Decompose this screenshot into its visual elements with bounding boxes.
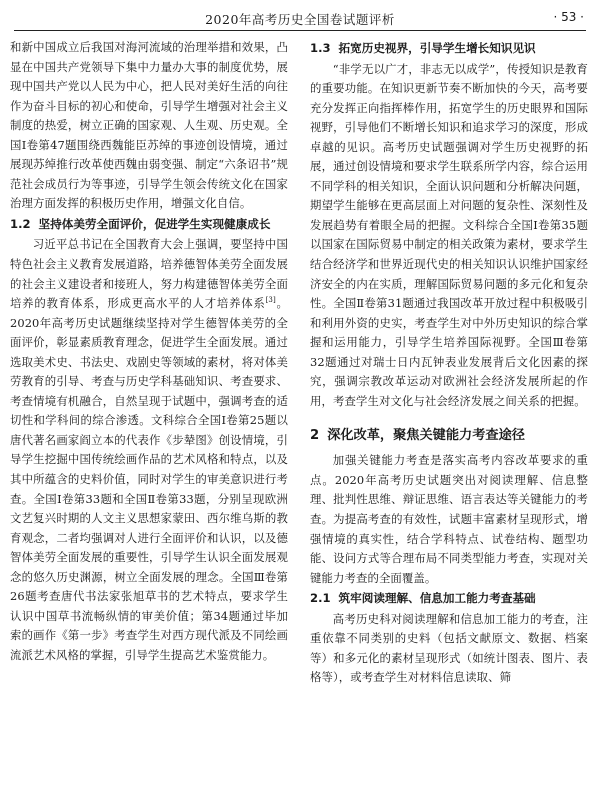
section-number: 1.2 <box>10 216 31 231</box>
page-header <box>14 8 586 31</box>
left-column <box>10 38 288 665</box>
section-title: 筑牢阅读理解、信息加工能力考查基础 <box>338 591 536 606</box>
paragraph-body: 高考历史科对阅读理解和信息加工能力的考查，注重依靠不同类别的史料（包括文献原文、数据、档案等）和多元化的素材呈现形式（如统计图表、图片、表格等），或考查学生对材料信息读取、筛 <box>310 611 588 685</box>
right-column <box>310 38 588 688</box>
paragraph-text-a: 习近平总书记在全国教育大会上强调，要坚持中国特色社会主义教育发展道路，培养德智体美劳全面发展的社会主义建设者和接班人，努力构建德智体美劳全面培养的教育体系，形成更高水平的人才培养体系 <box>10 237 288 311</box>
section-heading-1-2 <box>10 215 288 235</box>
section-title: 拓宽历史视界，引导学生增长知识见识 <box>338 41 536 55</box>
section-heading-2 <box>310 425 588 447</box>
running-title: 2020年高考历史全国卷试题评析 <box>205 12 395 27</box>
section-title: 坚持体美劳全面评价，促进学生实现健康成长 <box>38 216 271 231</box>
section-number: 2 <box>310 428 320 444</box>
section-number: 1.3 <box>310 41 331 55</box>
section-heading-2-1 <box>310 589 588 609</box>
paragraph-body: 加强关键能力考查是落实高考内容改革要求的重点。2020年高考历史试题突出对阅读理解、信息整理、批判性思维、辩证思维、语言表达等关键能力的考查。为提高考查的有效性，试题丰富素材呈现形式，增强情境的真实性，结合学科特点、试卷结构、题型功能、设问方式等合理布局不同类型能力考查，实现对关键能力考查的全面覆盖。 <box>310 453 588 585</box>
paragraph-body <box>10 235 288 665</box>
section-number: 2.1 <box>310 591 331 606</box>
citation-marker: [3] <box>265 296 276 305</box>
paragraph-text-b: 。2020年高考历史试题继续坚持对学生德智体美劳的全面评价，彰显素质教育理念，促进学生全面发展。通过选取美术史、书法史、戏剧史等领域的素材，将对体美劳教育的引导、考查与历史学科基础知识、考查要求、考查情境有机融合，自然呈现于试题中，强调考查的适切性和学科间的综合渗透。文科综合全国Ⅰ卷第25题以唐代著名画家阎立本的代表作《步辇图》创设情境，引导学生挖掘中国传统绘画作品的艺术风格和特点，以及其中所蕴含的史料价值，同时对学生的审美意识进行考查。全国Ⅰ卷第33题和全国Ⅱ卷第33题，分别呈现欧洲文艺复兴时期的人文主义思想家蒙田、西尔维乌斯的教育观念，二者均强调对人进行全面评价和认识，以及德智体美劳全面发展的重要性，引导学生认识全面发展观念的悠久历史渊源，树立全面发展的理念。全国Ⅲ卷第26题考查唐代书法家张旭草书的艺术特点，要求学生认识中国草书流畅纵情的审美价值；第34题通过毕加索的画作《第一步》考查学生对西方现代派及不同绘画流派艺术风格的掌握，引导学生提高艺术鉴赏能力。 <box>10 296 288 662</box>
section-heading-1-3 <box>310 39 588 59</box>
paragraph-body: “非学无以广才，非志无以成学”，传授知识是教育的重要功能。在知识更新节奏不断加快的今天，高考要充分发挥正向指挥棒作用，拓宽学生的历史眼界和国际视野，引导他们不断增长知识和追求学习的深度，形成卓越的见识。高考历史试题强调对学生历史视野的拓展，通过创设情境和要求学生联系所学内容，综合运用不同学科的相关知识，全面认识问题和分析解决问题，期望学生能够在更高层面上对问题的复杂性、深刻性及发展趋势有着眼全局的把握。文科综合全国Ⅰ卷第35题以国家在国际贸易中制定的相关政策为素材，要求学生结合经济学和世界近现代史的相关知识认识维护国家经济安全的内在实质，理解国际贸易问题的多元化和复杂性。全国Ⅱ卷第31题通过我国改革开放过程中积极吸引和利用外资的史实，考查学生对中外历史知识的综合掌握和运用能力，引导学生培养国际视野。全国Ⅲ卷第32题通过对瑞士日内瓦钟表业发展背后文化因素的探究，强调宗教改革运动对欧洲社会经济发展所起的作用，考查学生对文化与社会经济发展之间关系的把握。 <box>310 61 588 408</box>
section-title: 深化改革，聚焦关键能力考查途径 <box>327 428 525 444</box>
paragraph-continued: 和新中国成立后我国对海河流域的治理举措和效果，凸显在中国共产党领导下集中力量办大事的制度优势，展现中国共产党以人民为中心，把人民对美好生活的向往作为奋斗目标的初心和使命，引导学生增强对社会主义制度的热爱，树立正确的国家观、人生观、历史观。全国Ⅰ卷第47题围绕西魏能臣苏绰的事迹创设情境，通过展现苏绰推行改革使西魏由弱变强、制定“六条诏书”规范社会成员行为等事迹，引导学生领会传统文化在国家治理方面发挥的积极历史作用，增强文化自信。 <box>10 40 288 211</box>
page-number: · 53 · <box>553 10 584 24</box>
